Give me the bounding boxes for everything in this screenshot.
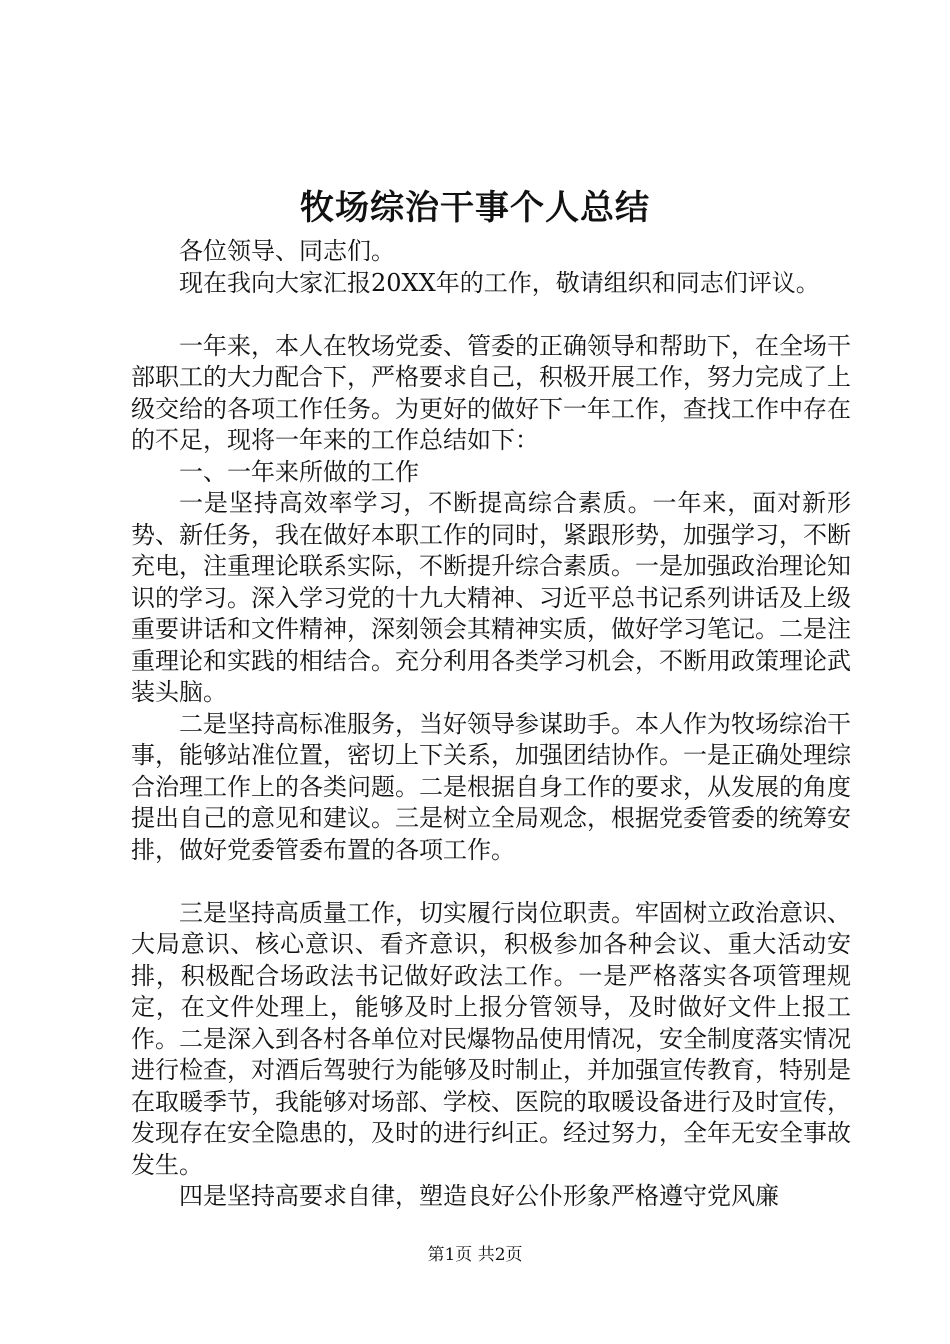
page-number: 第1页 共2页 — [427, 1245, 523, 1265]
section-heading: 一、一年来所做的工作 — [179, 457, 419, 486]
paragraph-service: 二是坚持高标准服务，当好领导参谋助手。本人作为牧场综治干事，能够站准位置，密切上下关系，加强团结协作。一是正确处理综合治理工作上的各类问题。二是根据自身工作的要求，从发展的角度提出自己的意见和建议。三是树立全局观念，根据党委管委的统筹安排，做好党委管委布置的各项工作。 — [131, 709, 851, 864]
paragraph-discipline: 四是坚持高要求自律，塑造良好公仆形象严格遵守党风廉 — [179, 1182, 779, 1210]
document-title: 牧场综治干事个人总结 — [300, 188, 650, 228]
document-body — [131, 236, 851, 1213]
paragraph-overview: 一年来，本人在牧场党委、管委的正确领导和帮助下，在全场干部职工的大力配合下，严格要求自己，积极开展工作，努力完成了上级交给的各项工作任务。为更好的做好下一年工作，查找工作中存在的不足，现将一年来的工作总结如下： — [131, 331, 851, 454]
paragraph-quality: 三是坚持高质量工作，切实履行岗位职责。牢固树立政治意识、大局意识、核心意识、看齐意识，积极参加各种会议、重大活动安排，积极配合场政法书记做好政法工作。一是严格落实各项管理规定，在文件处理上，能够及时上报分管领导，及时做好文件上报工作。二是深入到各村各单位对民爆物品使用情况，安全制度落实情况进行检查，对酒后驾驶行为能够及时制止，并加强宣传教育，特别是在取暖季节，我能够对场部、学校、医院的取暖设备进行及时宣传，发现存在安全隐患的，及时的进行纠正。经过努力，全年无安全事故发生。 — [131, 898, 851, 1179]
paragraph-study: 一是坚持高效率学习，不断提高综合素质。一年来，面对新形势、新任务，我在做好本职工作的同时，紧跟形势，加强学习，不断充电，注重理论联系实际，不断提升综合素质。一是加强政治理论知识的学习。深入学习党的十九大精神、习近平总书记系列讲话及上级重要讲话和文件精神，深刻领会其精神实质，做好学习笔记。二是注重理论和实践的相结合。充分利用各类学习机会，不断用政策理论武装头脑。 — [131, 489, 851, 706]
paragraph-intro: 现在我向大家汇报20XX年的工作，敬请组织和同志们评议。 — [179, 268, 820, 297]
paragraph-greeting: 各位领导、同志们。 — [179, 237, 395, 265]
